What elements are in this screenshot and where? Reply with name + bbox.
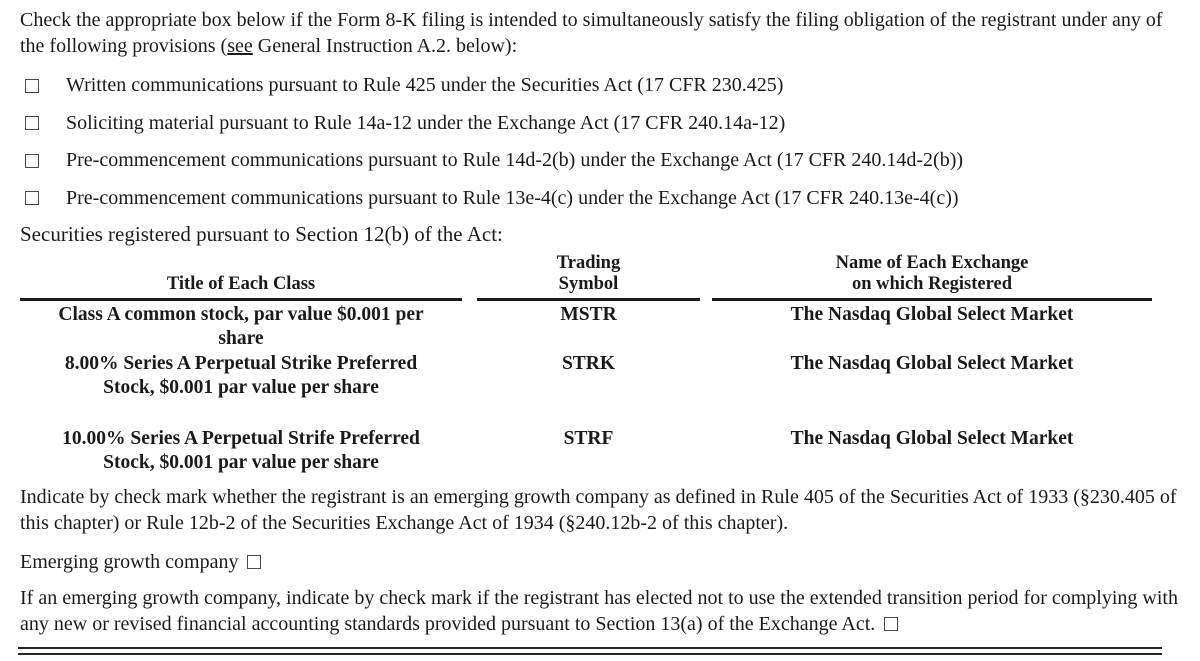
trading-symbol: MSTR bbox=[560, 304, 617, 325]
checkbox-item bbox=[20, 67, 1180, 105]
column-spacer bbox=[462, 350, 477, 399]
checkbox-rule-14a-12[interactable] bbox=[25, 116, 39, 130]
checkbox-label-rule-14d-2b: Pre-commencement communications pursuant to Rule 14d-2(b) under the Exchange Act (17 CFR 240.14d-2(b)) bbox=[66, 149, 964, 172]
intro-paragraph bbox=[20, 7, 1180, 59]
checkbox-item bbox=[20, 105, 1180, 143]
column-spacer bbox=[700, 350, 712, 399]
checkbox-extended-transition-period[interactable] bbox=[884, 617, 898, 631]
column-spacer bbox=[462, 300, 477, 351]
checkbox-label-rule-425: Written communications pursuant to Rule 425 under the Securities Act (17 CFR 230.425) bbox=[66, 74, 784, 97]
intro-part1: Check the appropriate box below if the Form 8-K filing is intended to simultaneously satisfy the filing obligation of the registrant under any of the following provisions ( bbox=[20, 9, 1163, 57]
exchange-name: The Nasdaq Global Select Market bbox=[790, 353, 1074, 374]
exchange-name: The Nasdaq Global Select Market bbox=[790, 428, 1074, 449]
column-spacer bbox=[700, 425, 712, 474]
registered-securities-table bbox=[20, 253, 1152, 474]
securities-registered-heading: Securities registered pursuant to Section 12(b) of the Act: bbox=[20, 222, 503, 246]
column-header-exchange-name: Name of Each Exchange on which Registered bbox=[712, 253, 1152, 300]
intro-part2: General Instruction A.2. below): bbox=[252, 35, 518, 57]
checkbox-emerging-growth-company[interactable] bbox=[247, 555, 261, 569]
exchange-name: The Nasdaq Global Select Market bbox=[790, 304, 1074, 325]
table-row bbox=[20, 425, 1152, 474]
security-title: Class A common stock, par value $0.001 per share bbox=[58, 304, 424, 349]
column-spacer bbox=[462, 425, 477, 474]
security-title: 8.00% Series A Perpetual Strike Preferred Stock, $0.001 par value per share bbox=[64, 353, 418, 398]
checkbox-rule-13e-4c[interactable] bbox=[25, 191, 39, 205]
trading-symbol: STRF bbox=[563, 428, 614, 449]
security-title: 10.00% Series A Perpetual Strife Preferred Stock, $0.001 par value per share bbox=[62, 428, 420, 473]
table-row bbox=[20, 300, 1152, 351]
checkbox-item bbox=[20, 142, 1180, 180]
checkbox-label-rule-13e-4c: Pre-commencement communications pursuant to Rule 13e-4(c) under the Exchange Act (17 CFR 240.13e-4(c)) bbox=[66, 186, 959, 209]
emerging-growth-company-line bbox=[20, 549, 1180, 575]
bottom-double-rule bbox=[18, 647, 1162, 655]
emerging-growth-company-label: Emerging growth company bbox=[20, 551, 239, 573]
column-header-trading-symbol: Trading Symbol bbox=[477, 253, 700, 300]
checkbox-rule-14d-2b[interactable] bbox=[25, 154, 39, 168]
transition-period-paragraph bbox=[20, 585, 1180, 637]
column-spacer bbox=[462, 253, 477, 300]
checkbox-label-rule-14a-12: Soliciting material pursuant to Rule 14a-12 under the Exchange Act (17 CFR 240.14a-12) bbox=[66, 111, 786, 134]
intro-see-word: see bbox=[227, 35, 253, 57]
emerging-growth-paragraph: Indicate by check mark whether the registrant is an emerging growth company as defined in Rule 405 of the Securities Act of 1933 (§230.405 of this chapter) or Rule 12b-2 of the Securities Exchange Act of 1934 (§240.12b-2 of this chapter). bbox=[20, 486, 1177, 534]
table-gap-row bbox=[20, 399, 1152, 425]
column-header-title-of-each-class: Title of Each Class bbox=[20, 253, 462, 300]
checkbox-item bbox=[20, 180, 1180, 218]
checkbox-rule-425[interactable] bbox=[25, 79, 39, 93]
column-spacer bbox=[700, 253, 712, 300]
transition-period-text: If an emerging growth company, indicate by check mark if the registrant has elected not to use the extended transition period for complying with any new or revised financial accounting standards provided pursuant to Section 13(a) of the Exchange Act. bbox=[20, 587, 1178, 635]
table-row bbox=[20, 350, 1152, 399]
trading-symbol: STRK bbox=[561, 353, 616, 374]
table-header-row bbox=[20, 253, 1152, 300]
filing-obligation-checklist bbox=[20, 67, 1180, 217]
column-spacer bbox=[700, 300, 712, 351]
